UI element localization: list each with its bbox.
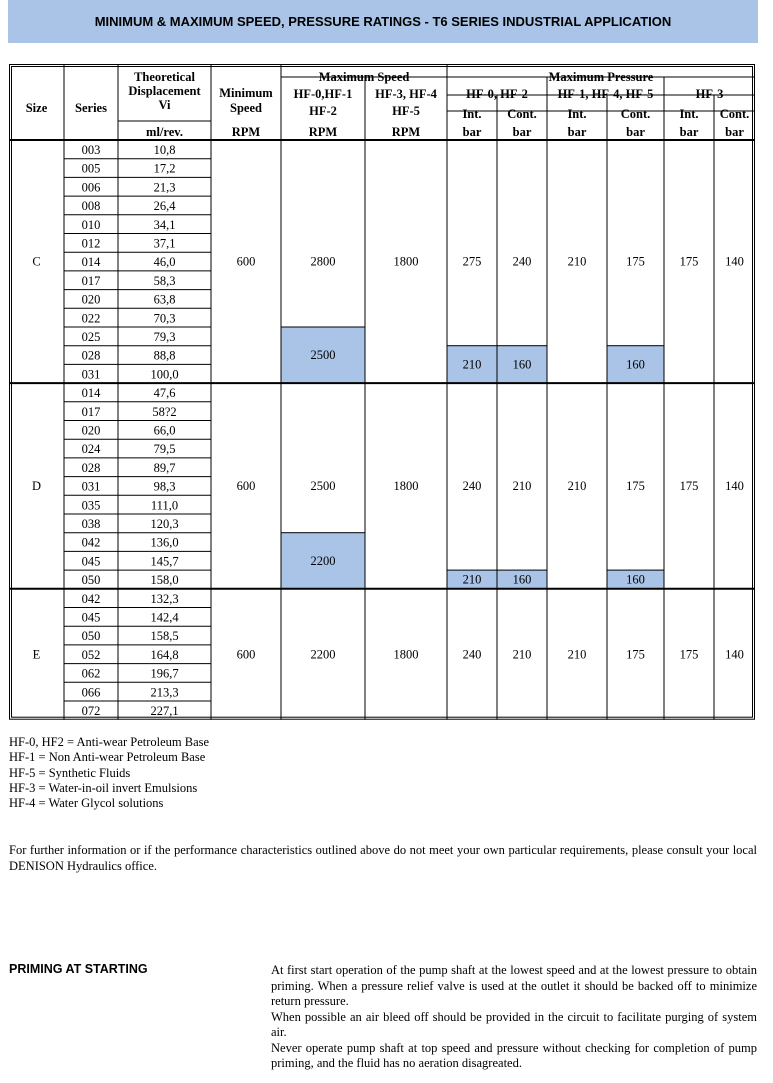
pressure-cell: 140 (725, 647, 744, 662)
header-mp3: HF-3 (695, 87, 724, 101)
series-cell: 031 (81, 367, 101, 382)
title-bar (8, 0, 758, 43)
displacement-cell: 63,8 (153, 292, 176, 307)
legend-line: HF-1 = Non Anti-wear Petroleum Base (9, 750, 206, 765)
displacement-cell: 145,7 (150, 554, 179, 569)
series-cell: 042 (81, 591, 101, 606)
page-title: MINIMUM & MAXIMUM SPEED, PRESSURE RATINGS - T6 SERIES INDUSTRIAL APPLICATION (94, 14, 672, 29)
priming-paragraph: When possible an air bleed off should be provided in the circuit to facilitate purging of system air. (271, 1009, 757, 1039)
series-cell: 005 (81, 161, 101, 176)
min-speed-cell: 600 (236, 647, 256, 662)
pressure-alt-cell: 210 (462, 357, 482, 372)
table-frame-inner (12, 67, 753, 718)
size-cell: E (32, 647, 41, 662)
legend-line: HF-5 = Synthetic Fluids (9, 765, 131, 780)
unit-bar: bar (462, 125, 482, 139)
pressure-cell: 210 (567, 647, 587, 662)
header-mp1: HF-0, HF-2 (466, 87, 528, 101)
header-disp: Vi (158, 98, 171, 112)
header-max-speed: Maximum Speed (318, 70, 410, 84)
series-cell: 025 (81, 330, 101, 344)
header-int: Int. (462, 107, 482, 121)
displacement-cell: 213,3 (150, 685, 179, 700)
displacement-cell: 34,1 (153, 217, 176, 232)
header-series: Series (75, 101, 107, 115)
info-paragraph: For further information or if the performance characteristics outlined above do not meet your own particular requirements, please consult your local DENISON Hydraulics office. (9, 843, 757, 873)
header-cont: Cont. (719, 107, 750, 121)
size-cell: C (32, 254, 41, 269)
legend-line: HF-0, HF2 = Anti-wear Petroleum Base (9, 735, 210, 749)
displacement-cell: 79,3 (153, 330, 176, 344)
displacement-cell: 158,5 (150, 629, 179, 644)
pressure-cell: 175 (626, 478, 645, 493)
displacement-cell: 66,0 (153, 423, 176, 438)
ratings-table-svg (9, 64, 755, 720)
max-speed-hf3-cell: 1800 (393, 647, 419, 662)
series-cell: 017 (81, 404, 101, 419)
header-cont: Cont. (507, 107, 537, 121)
priming-paragraph: Never operate pump shaft at top speed and pressure without checking for completion of pump priming, and the fluid has no aeration disagreated. (271, 1040, 757, 1070)
series-cell: 031 (81, 479, 101, 494)
header-size: Size (25, 101, 48, 115)
displacement-cell: 17,2 (153, 161, 176, 176)
pressure-cell: 140 (725, 478, 744, 493)
unit-bar: bar (679, 125, 699, 139)
max-speed-hf0-cell: 2500 (310, 478, 336, 493)
series-cell: 012 (81, 236, 101, 251)
series-cell: 052 (81, 647, 101, 662)
header-min-speed: Minimum (219, 86, 273, 100)
header-int: Int. (567, 107, 587, 121)
pressure-cell: 210 (512, 647, 532, 662)
pressure-cell: 175 (679, 254, 699, 269)
series-cell: 014 (81, 255, 101, 270)
pressure-cell: 210 (512, 478, 532, 493)
priming-body (271, 963, 757, 1078)
pressure-alt-cell: 160 (512, 572, 532, 587)
series-cell: 020 (81, 423, 101, 438)
max-speed-hf0-alt-cell: 2500 (310, 348, 336, 363)
displacement-cell: 89,7 (153, 460, 176, 475)
series-cell: 010 (81, 217, 101, 232)
header-mp2: HF-1, HF-4, HF-5 (557, 87, 654, 101)
unit-bar: bar (626, 125, 645, 139)
series-cell: 050 (81, 629, 101, 644)
min-speed-cell: 600 (236, 254, 256, 269)
min-speed-cell: 600 (236, 478, 256, 493)
pressure-cell: 175 (679, 478, 699, 493)
max-speed-hf0-cell: 2200 (310, 647, 336, 662)
series-cell: 072 (81, 704, 101, 718)
pressure-cell: 240 (512, 254, 532, 269)
pressure-cell: 175 (679, 647, 699, 662)
pressure-cell: 210 (567, 478, 587, 493)
displacement-cell: 21,3 (153, 180, 176, 195)
pressure-cell: 275 (462, 254, 482, 269)
series-cell: 045 (81, 554, 101, 569)
ratings-table (9, 64, 755, 720)
header-min-speed: Speed (230, 101, 262, 115)
header-cont: Cont. (620, 107, 651, 121)
unit-disp: ml/rev. (146, 125, 183, 139)
displacement-cell: 196,7 (150, 666, 179, 681)
legend-line: HF-4 = Water Glycol solutions (9, 796, 164, 811)
series-cell: 050 (81, 573, 101, 588)
pressure-cell: 210 (567, 254, 587, 269)
header-int: Int. (679, 107, 699, 121)
fluid-legend (9, 735, 209, 811)
displacement-cell: 46,0 (153, 255, 176, 270)
pressure-cell: 175 (626, 254, 645, 269)
series-cell: 008 (81, 199, 101, 214)
displacement-cell: 136,0 (150, 535, 179, 550)
series-cell: 017 (81, 273, 101, 288)
max-speed-hf3-cell: 1800 (393, 254, 419, 269)
series-cell: 062 (81, 666, 101, 681)
unit-bar: bar (567, 125, 587, 139)
pressure-cell: 240 (462, 647, 482, 662)
priming-heading: PRIMING AT STARTING (9, 962, 148, 976)
series-cell: 003 (81, 143, 101, 157)
series-cell: 020 (81, 292, 101, 307)
max-speed-hf0-alt-cell: 2200 (310, 553, 336, 568)
displacement-cell: 98,3 (153, 479, 176, 494)
header-disp: Theoretical (134, 70, 195, 84)
displacement-cell: 227,1 (150, 704, 179, 718)
unit-rpm: RPM (308, 125, 338, 139)
pressure-cell: 175 (626, 647, 645, 662)
unit-rpm: RPM (391, 125, 421, 139)
table-frame (10, 65, 755, 720)
displacement-cell: 132,3 (150, 591, 179, 606)
series-cell: 014 (81, 386, 101, 401)
displacement-cell: 58,3 (153, 273, 176, 288)
series-cell: 042 (81, 535, 101, 550)
pressure-alt-cell: 160 (626, 572, 645, 587)
legend-line: HF-3 = Water-in-oil invert Emulsions (9, 780, 198, 795)
header-disp: Displacement (128, 84, 201, 98)
displacement-cell: 10,8 (153, 143, 176, 157)
displacement-cell: 100,0 (150, 367, 179, 382)
displacement-cell: 142,4 (150, 610, 179, 625)
header-ms2: HF-5 (392, 104, 420, 118)
series-cell: 028 (81, 348, 101, 363)
series-cell: 028 (81, 460, 101, 475)
max-speed-hf0-cell: 2800 (310, 254, 336, 269)
series-cell: 045 (81, 610, 101, 625)
priming-paragraph: At first start operation of the pump shaft at the lowest speed and at the lowest pressure to obtain priming. When a pressure relief valve is used at the outlet it should be backed off to minimize return pressure. (271, 963, 757, 1008)
displacement-cell: 158,0 (150, 573, 179, 588)
header-ms2: HF-3, HF-4 (375, 87, 437, 101)
unit-bar: bar (512, 125, 532, 139)
series-cell: 006 (81, 180, 101, 195)
pressure-alt-cell: 160 (626, 357, 645, 372)
header-ms1: HF-2 (309, 104, 337, 118)
unit-rpm: RPM (231, 125, 261, 139)
size-cell: D (31, 478, 42, 493)
pressure-alt-cell: 160 (512, 357, 532, 372)
series-cell: 024 (81, 442, 101, 457)
displacement-cell: 88,8 (153, 348, 176, 363)
series-cell: 066 (81, 685, 101, 700)
displacement-cell: 37,1 (153, 236, 176, 251)
header-ms1: HF-0,HF-1 (293, 87, 353, 101)
displacement-cell: 47,6 (153, 386, 176, 401)
series-cell: 038 (81, 517, 101, 531)
header-max-pressure: Maximum Pressure (548, 70, 654, 84)
series-cell: 022 (81, 311, 101, 326)
displacement-cell: 26,4 (153, 199, 176, 214)
pressure-alt-cell: 210 (462, 572, 482, 587)
displacement-cell: 70,3 (153, 311, 176, 326)
displacement-cell: 58?2 (152, 404, 177, 419)
max-speed-hf3-cell: 1800 (393, 478, 419, 493)
displacement-cell: 111,0 (150, 498, 179, 513)
series-cell: 035 (81, 498, 101, 513)
pressure-cell: 240 (462, 478, 482, 493)
displacement-cell: 164,8 (150, 647, 179, 662)
displacement-cell: 79,5 (153, 442, 176, 457)
displacement-cell: 120,3 (150, 517, 179, 531)
pressure-cell: 140 (725, 254, 744, 269)
unit-bar: bar (725, 125, 744, 139)
